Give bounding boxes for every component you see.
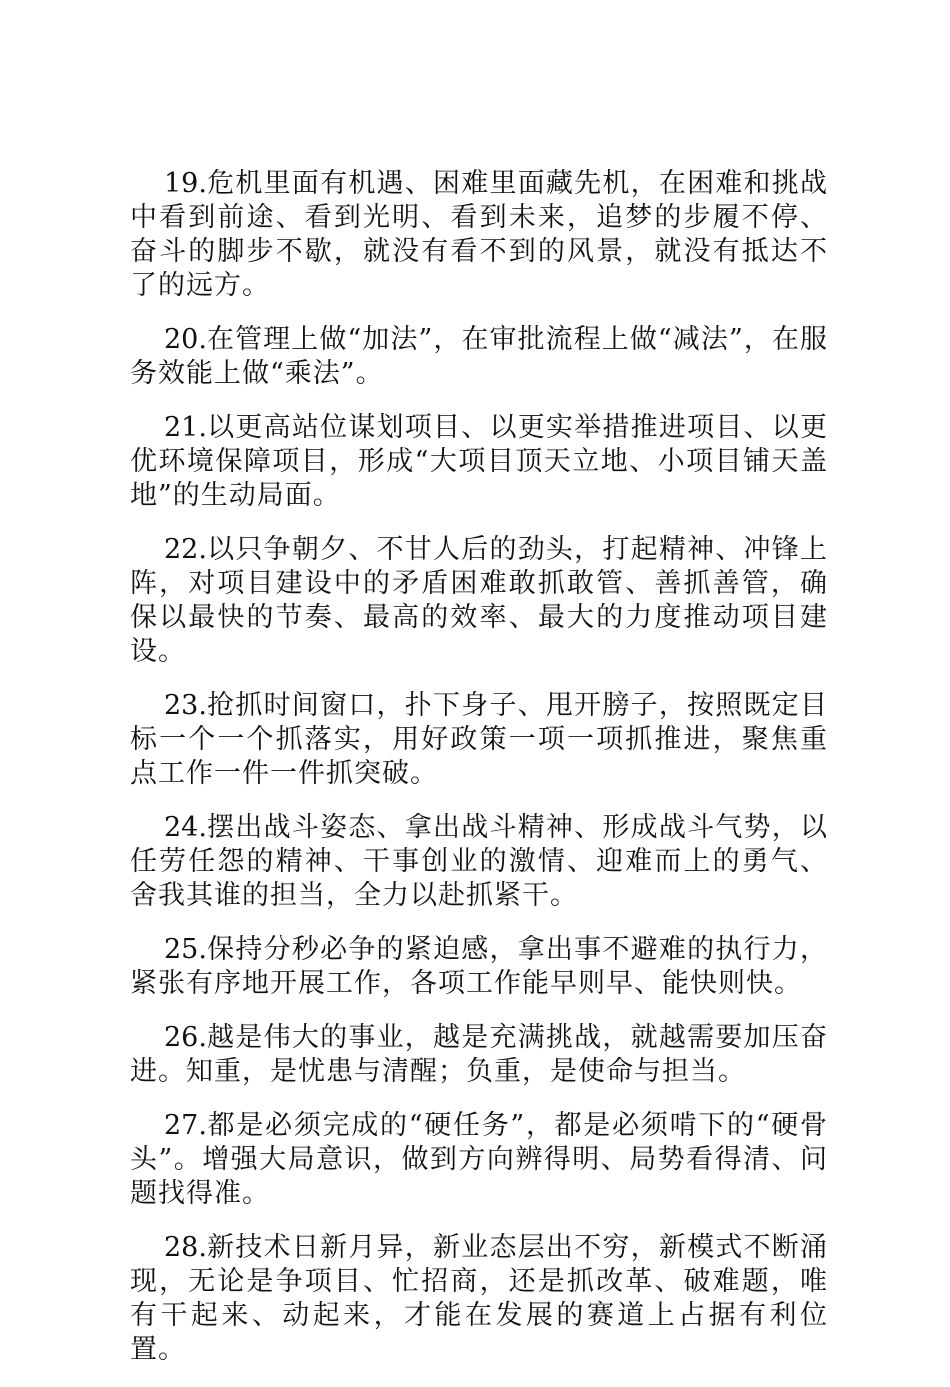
paragraph-22 <box>130 533 828 669</box>
paragraph-text: 都是必须完成的“硬任务”，都是必须啃下的“硬骨头”。增强大局意识，做到方向辨得明、局势看得清、问题找得准。 <box>130 1110 828 1209</box>
paragraph-text: 新技术日新月异，新业态层出不穷，新模式不断涌现，无论是争项目、忙招商，还是抓改革、破难题，唯有干起来、动起来，才能在发展的赛道上占据有利位置。 <box>130 1232 828 1365</box>
paragraph-number: 19. <box>164 168 207 199</box>
paragraph-number: 27. <box>164 1110 207 1141</box>
paragraph-text: 保持分秒必争的紧迫感，拿出事不避难的执行力，紧张有序地开展工作，各项工作能早则早、能快则快。 <box>130 934 828 999</box>
paragraph-number: 24. <box>164 812 207 843</box>
paragraph-25 <box>130 933 828 1001</box>
paragraph-number: 21. <box>164 412 207 443</box>
paragraph-21 <box>130 411 828 513</box>
paragraph-24 <box>130 811 828 913</box>
paragraph-20 <box>130 323 828 391</box>
paragraph-number: 20. <box>164 324 207 355</box>
paragraph-number: 22. <box>164 534 207 565</box>
paragraph-text: 越是伟大的事业，越是充满挑战，就越需要加压奋进。知重，是忧患与清醒；负重，是使命与担当。 <box>130 1022 828 1087</box>
paragraph-text: 在管理上做“加法”，在审批流程上做“减法”，在服务效能上做“乘法”。 <box>130 324 828 389</box>
paragraph-text: 以只争朝夕、不甘人后的劲头，打起精神、冲锋上阵，对项目建设中的矛盾困难敢抓敢管、善抓善管，确保以最快的节奏、最高的效率、最大的力度推动项目建设。 <box>130 534 828 667</box>
paragraph-text: 以更高站位谋划项目、以更实举措推进项目、以更优环境保障项目，形成“大项目顶天立地、小项目铺天盖地”的生动局面。 <box>130 412 828 511</box>
paragraph-text: 危机里面有机遇、困难里面藏先机，在困难和挑战中看到前途、看到光明、看到未来，追梦的步履不停、奋斗的脚步不歇，就没有看不到的风景，就没有抵达不了的远方。 <box>130 168 828 301</box>
paragraph-text: 摆出战斗姿态、拿出战斗精神、形成战斗气势，以任劳任怨的精神、干事创业的激情、迎难而上的勇气、舍我其谁的担当，全力以赴抓紧干。 <box>130 812 828 911</box>
document-body <box>130 167 828 1387</box>
paragraph-text: 抢抓时间窗口，扑下身子、甩开膀子，按照既定目标一个一个抓落实，用好政策一项一项抓推进，聚焦重点工作一件一件抓突破。 <box>130 690 828 789</box>
paragraph-19 <box>130 167 828 303</box>
paragraph-number: 26. <box>164 1022 207 1053</box>
paragraph-number: 28. <box>164 1232 207 1263</box>
paragraph-27 <box>130 1109 828 1211</box>
paragraph-28 <box>130 1231 828 1367</box>
paragraph-number: 23. <box>164 690 207 721</box>
paragraph-number: 25. <box>164 934 207 965</box>
paragraph-23 <box>130 689 828 791</box>
paragraph-26 <box>130 1021 828 1089</box>
